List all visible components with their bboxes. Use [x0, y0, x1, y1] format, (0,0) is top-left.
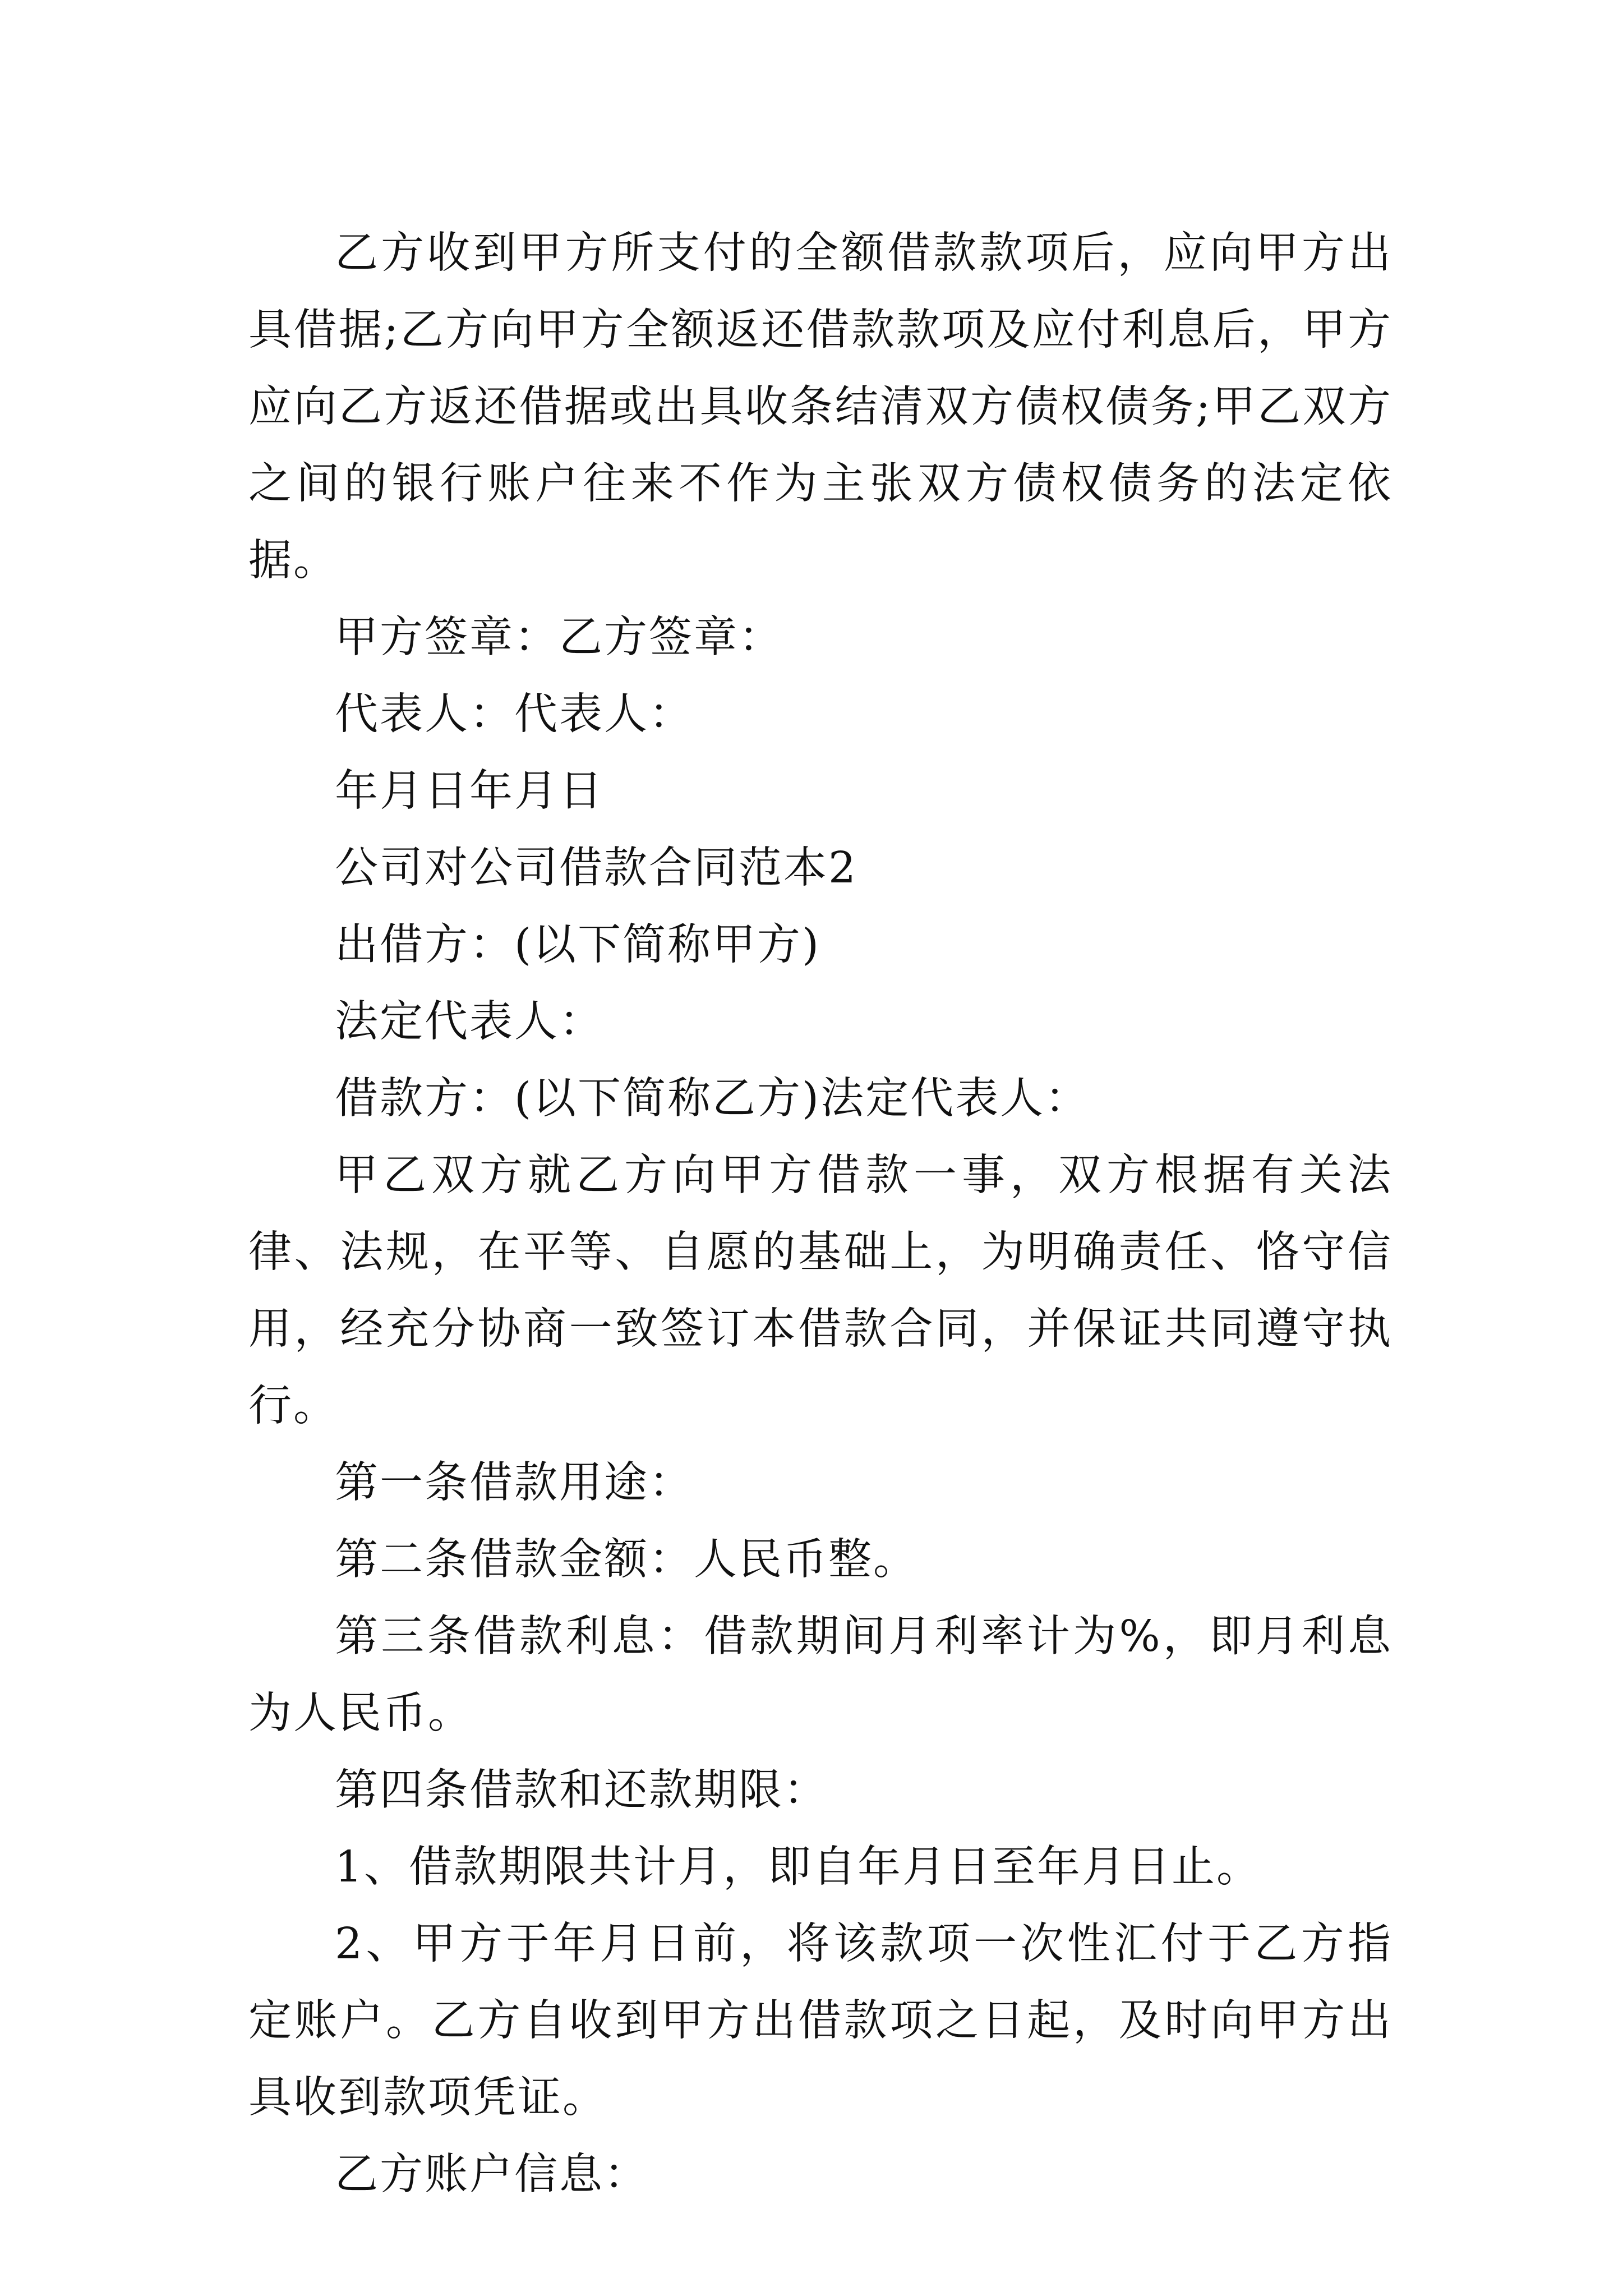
- article-4: 第四条借款和还款期限：: [335, 1765, 828, 1815]
- paragraph-dates: 年月日年月日: [335, 766, 604, 816]
- paragraph-receipt-clause: 乙方收到甲方所支付的全额借款款项后，应向甲方出具借据;乙方向甲方全额返还借款款项及应付利息后，甲方应向乙方返还借据或出具收条结清双方债权债务;甲乙双方之间的银行账户往来不作为主张双方债权债务的法定依据。: [248, 228, 1393, 586]
- paragraph-preamble: 甲乙双方就乙方向甲方借款一事，双方根据有关法律、法规，在平等、自愿的基础上，为明确责任、恪守信用，经充分协商一致签订本借款合同，并保证共同遵守执行。: [248, 1151, 1393, 1431]
- paragraph-legal-rep: 法定代表人：: [335, 997, 604, 1047]
- article-4-item-1: 1、借款期限共计月，即自年月日至年月日止。: [335, 1842, 1261, 1892]
- paragraph-lender: 出借方：(以下简称甲方): [335, 920, 821, 970]
- paragraph-borrower: 借款方：(以下简称乙方)法定代表人：: [335, 1074, 1090, 1124]
- article-3: 第三条借款利息：借款期间月利率计为%，即月利息为人民币。: [248, 1612, 1393, 1738]
- paragraph-account-info: 乙方账户信息：: [335, 2150, 649, 2200]
- paragraph-signatures: 甲方签章：乙方签章：: [335, 613, 783, 662]
- document-body: [248, 215, 1393, 2213]
- article-2: 第二条借款金额：人民币整。: [335, 1535, 918, 1585]
- article-1: 第一条借款用途：: [335, 1458, 694, 1508]
- article-4-item-2: 2、甲方于年月日前，将该款项一次性汇付于乙方指定账户。乙方自收到甲方出借款项之日起，及时向甲方出具收到款项凭证。: [248, 1919, 1393, 2123]
- paragraph-representatives: 代表人：代表人：: [335, 689, 694, 739]
- section-title: 公司对公司借款合同范本2: [335, 843, 857, 893]
